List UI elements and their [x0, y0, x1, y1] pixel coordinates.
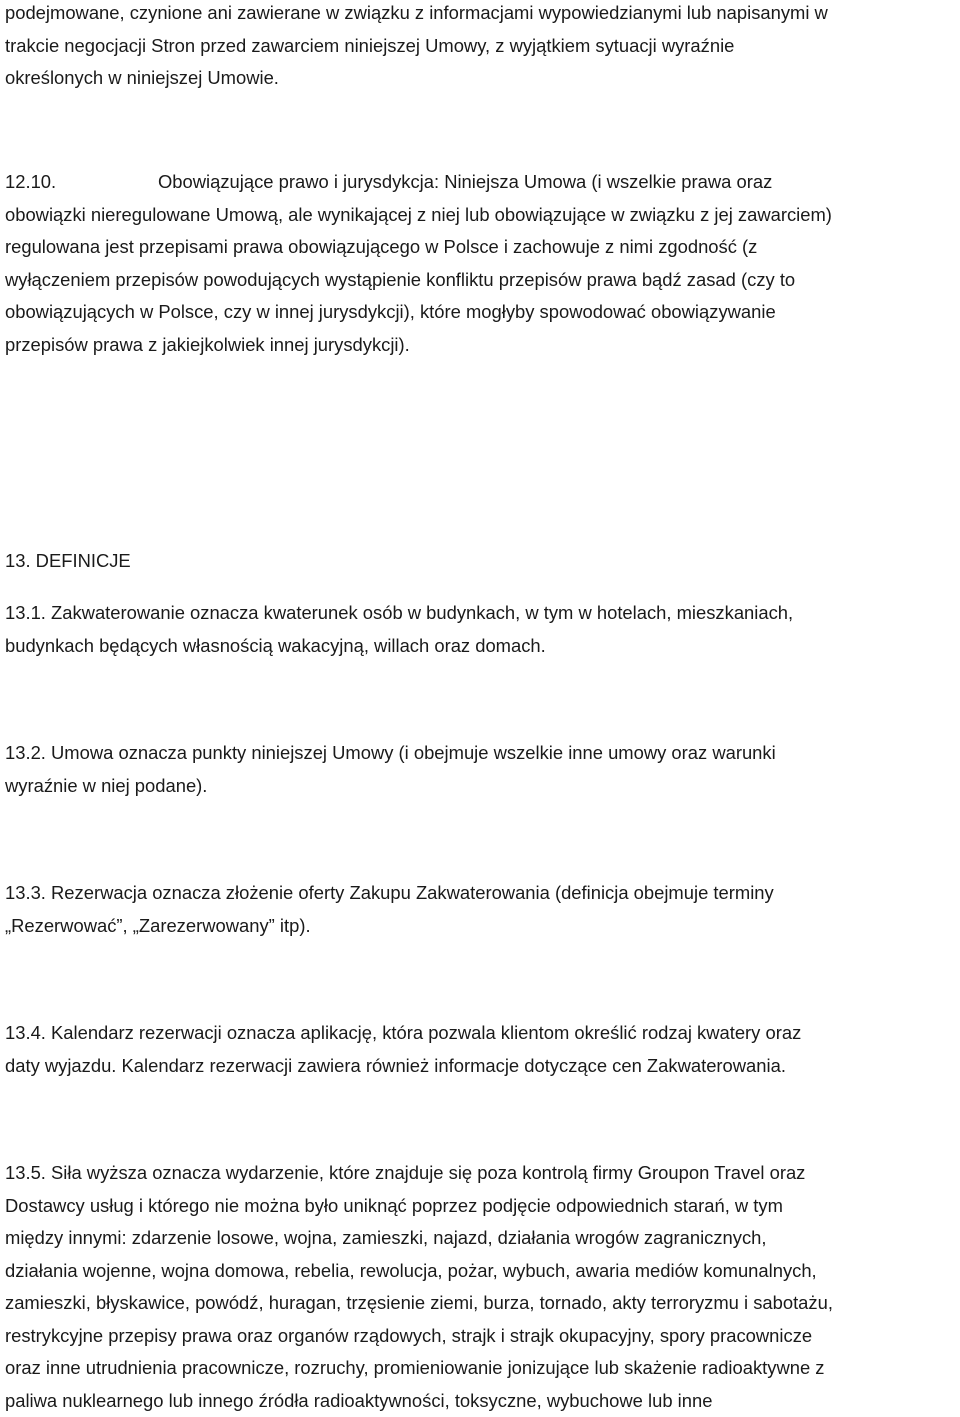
- text-line: obowiązki nieregulowane Umową, ale wynikającej z niej lub obowiązujące w związku z jej zawarciem): [5, 199, 832, 232]
- text-line: 13.4. Kalendarz rezerwacji oznacza aplikację, która pozwala klientom określić rodzaj kwatery oraz: [5, 1017, 801, 1050]
- text-line: 13.1. Zakwaterowanie oznacza kwaterunek osób w budynkach, w tym w hotelach, mieszkaniach,: [5, 597, 793, 630]
- text-line: 13.3. Rezerwacja oznacza złożenie oferty Zakupu Zakwaterowania (definicja obejmuje terminy: [5, 877, 774, 910]
- definition-13-3: [5, 877, 774, 942]
- text-line: obowiązujących w Polsce, czy w innej jurysdykcji), które mogłyby spowodować obowiązywanie: [5, 296, 832, 329]
- section-13-heading: [5, 545, 131, 578]
- text-line: wyraźnie w niej podane).: [5, 770, 776, 803]
- text-line: zamieszki, błyskawice, powódź, huragan, trzęsienie ziemi, burza, tornado, akty terroryzmu i sabotażu,: [5, 1287, 833, 1320]
- section-number: 12.10.: [5, 166, 158, 199]
- text-line: między innymi: zdarzenie losowe, wojna, zamieszki, najazd, działania wrogów zagranicznych,: [5, 1222, 833, 1255]
- text-line: 13.5. Siła wyższa oznacza wydarzenie, które znajduje się poza kontrolą firmy Groupon Travel oraz: [5, 1157, 833, 1190]
- text-line: Dostawcy usług i którego nie można było uniknąć poprzez podjęcie odpowiednich starań, w tym: [5, 1190, 833, 1223]
- text-line: trakcie negocjacji Stron przed zawarciem niniejszej Umowy, z wyjątkiem sytuacji wyraźnie: [5, 30, 828, 63]
- heading-text: 13. DEFINICJE: [5, 545, 131, 578]
- text-line: paliwa nuklearnego lub innego źródła radioaktywności, toksyczne, wybuchowe lub inne: [5, 1385, 833, 1417]
- text-line: „Rezerwować”, „Zarezerwowany” itp).: [5, 910, 774, 943]
- definition-13-4: [5, 1017, 801, 1082]
- text-line: daty wyjazdu. Kalendarz rezerwacji zawiera również informacje dotyczące cen Zakwaterowania.: [5, 1050, 801, 1083]
- text-line: przepisów prawa z jakiejkolwiek innej jurysdykcji).: [5, 329, 832, 362]
- text-line: działania wojenne, wojna domowa, rebelia, rewolucja, pożar, wybuch, awaria mediów komunalnych,: [5, 1255, 833, 1288]
- section-first-line: Obowiązujące prawo i jurysdykcja: Niniejsza Umowa (i wszelkie prawa oraz: [158, 171, 772, 192]
- text-line: podejmowane, czynione ani zawierane w związku z informacjami wypowiedzianymi lub napisanymi w: [5, 0, 828, 30]
- text-line: oraz inne utrudnienia pracownicze, rozruchy, promieniowanie jonizujące lub skażenie radioaktywne z: [5, 1352, 833, 1385]
- definition-13-5: [5, 1157, 833, 1417]
- text-line: 13.2. Umowa oznacza punkty niniejszej Umowy (i obejmuje wszelkie inne umowy oraz warunki: [5, 737, 776, 770]
- section-12-10-paragraph: [5, 166, 832, 361]
- text-line: wyłączeniem przepisów powodujących wystąpienie konfliktu przepisów prawa bądź zasad (czy to: [5, 264, 832, 297]
- intro-paragraph: [5, 0, 828, 95]
- definition-13-1: [5, 597, 793, 662]
- text-line: restrykcyjne przepisy prawa oraz organów rządowych, strajk i strajk okupacyjny, spory pracownicze: [5, 1320, 833, 1353]
- definition-13-2: [5, 737, 776, 802]
- text-line: określonych w niniejszej Umowie.: [5, 62, 828, 95]
- text-line: regulowana jest przepisami prawa obowiązującego w Polsce i zachowuje z nimi zgodność (z: [5, 231, 832, 264]
- text-line: budynkach będących własnością wakacyjną, willach oraz domach.: [5, 630, 793, 663]
- text-line: [5, 166, 832, 199]
